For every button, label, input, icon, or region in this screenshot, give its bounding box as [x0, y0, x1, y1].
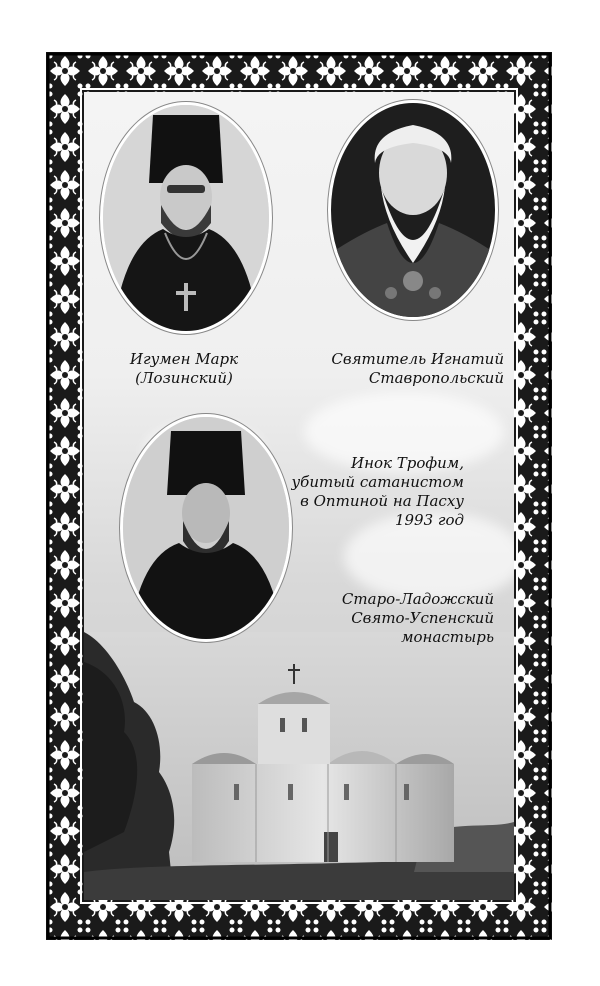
- monastery-photo: [84, 632, 514, 900]
- photo-collage-panel: [84, 92, 514, 900]
- caption-trofim-line2: убитый сатанистом: [291, 473, 464, 491]
- caption-trofim-line3: в Оптиной на Пасху: [300, 492, 464, 510]
- portrait-trofim: [120, 414, 292, 642]
- caption-trofim-line4: 1993 год: [394, 511, 464, 529]
- caption-monastery-line2: Свято-Успенский: [351, 609, 494, 627]
- portrait-mark: [100, 102, 272, 334]
- caption-trofim: [274, 454, 464, 530]
- caption-monastery-line3: монастырь: [401, 628, 494, 646]
- caption-monastery: [294, 590, 494, 647]
- caption-trofim-line1: Инок Трофим,: [351, 454, 464, 472]
- caption-ignatiy-line1: Святитель Игнатий: [331, 350, 504, 368]
- portrait-ignatiy: [328, 100, 498, 320]
- caption-monastery-line1: Старо-Ладожский: [341, 590, 494, 608]
- caption-ignatiy-line2: Ставропольский: [368, 369, 504, 387]
- caption-ignatiy: [304, 350, 504, 388]
- caption-mark-line1: Игумен Марк: [129, 350, 239, 368]
- caption-mark-line2: (Лозинский): [135, 369, 233, 387]
- caption-mark: [84, 350, 284, 388]
